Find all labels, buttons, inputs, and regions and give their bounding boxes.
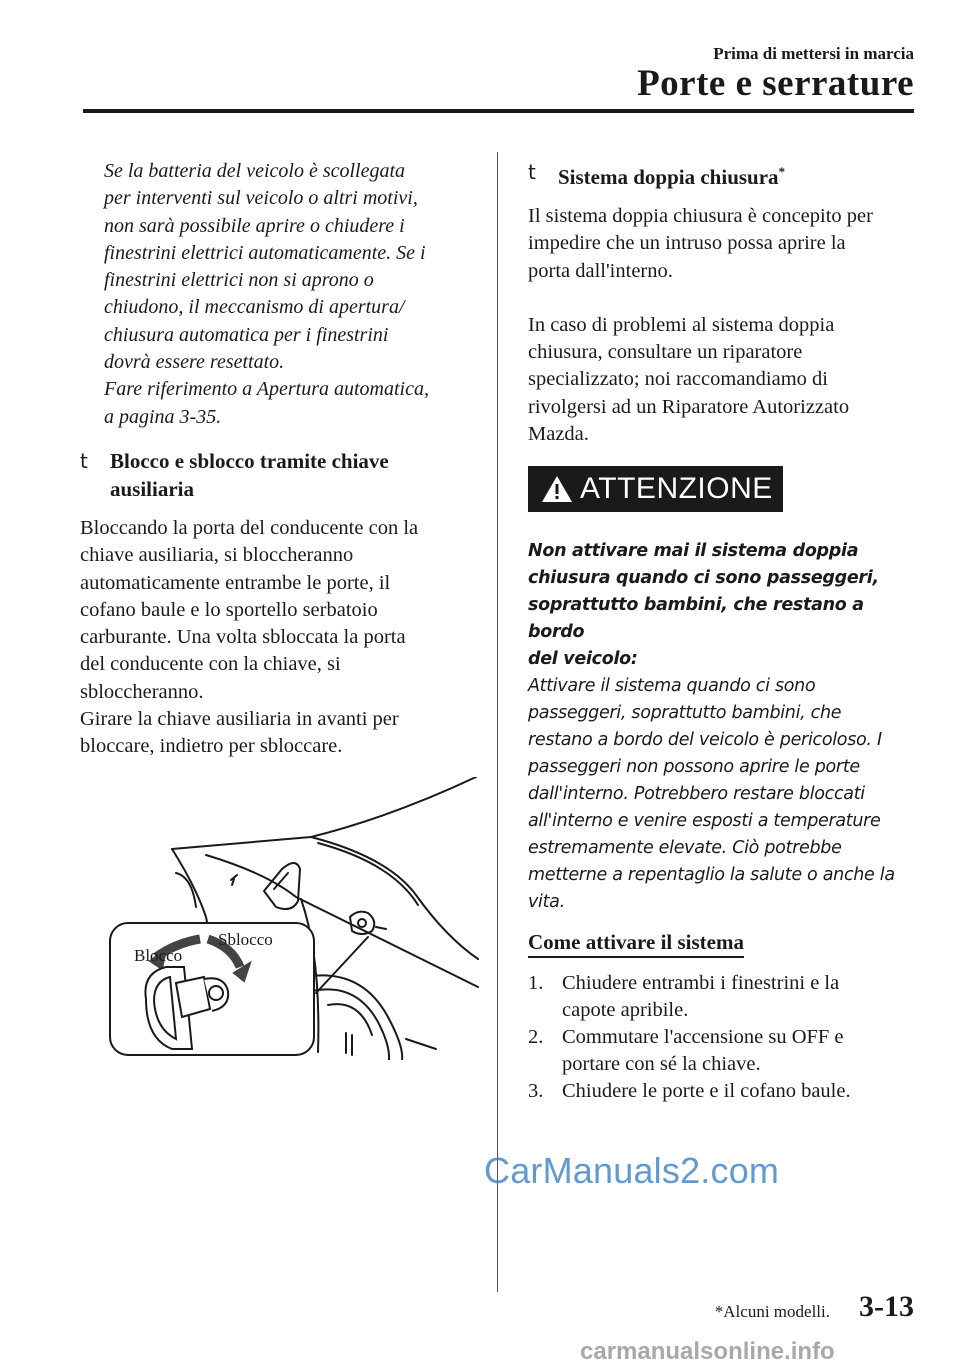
warning-line: estremamente elevate. Ciò potrebbe (528, 838, 842, 859)
activation-steps (528, 970, 918, 1105)
section-title: Come attivare il sistema (528, 930, 744, 958)
watermark-online: carmanualsonline.info (580, 1338, 835, 1365)
subhead-marker: t (80, 448, 88, 473)
body-line: automaticamente entrambe le porte, il (80, 571, 391, 594)
body-line: In caso di problemi al sistema doppia (528, 313, 835, 336)
warning-bold-line: del veicolo: (528, 649, 638, 670)
body-line: Mazda. (528, 423, 589, 446)
body-line: bloccare, indietro per sbloccare. (80, 735, 343, 758)
warning-line: Attivare il sistema quando ci sono (528, 676, 816, 697)
header-section: Prima di mettersi in marcia (713, 44, 914, 63)
body-line: cofano baule e lo sportello serbatoio (80, 598, 378, 621)
subhead-line: ausiliaria (110, 476, 195, 501)
page-number: 3-13 (859, 1290, 914, 1323)
page-title: Porte e serrature (637, 63, 914, 104)
warning-line: passeggeri non possono aprire le porte (528, 757, 860, 778)
body-line: carburante. Una volta sbloccata la porta (80, 626, 406, 649)
car-door-drawing (106, 777, 481, 1060)
warning-line: metterne a repentaglio la salute o anche la (528, 865, 895, 886)
subhead-asterisk: * (778, 164, 786, 179)
note-line: a pagina 3-35. (104, 405, 222, 428)
warning-bold-line: soprattutto bambini, che restano a bordo (528, 595, 864, 643)
note-line: finestrini elettrici automaticamente. Se i (104, 241, 426, 264)
body-line: rivolgersi ad un Riparatore Autorizzato (528, 395, 850, 418)
note-line: finestrini elettrici non si aprono o (104, 269, 374, 292)
step-line: portare con sé la chiave. (562, 1053, 761, 1076)
auxiliary-key-body (80, 515, 480, 761)
subhead-line: Blocco e sblocco tramite chiave (110, 448, 389, 473)
figure-label-unlock: Sblocco (218, 929, 273, 949)
body-line: Girare la chiave ausiliaria in avanti per (80, 708, 399, 731)
figure-label-lock: Blocco (134, 945, 183, 965)
warning-label: ATTENZIONE (580, 472, 773, 506)
double-lock-service (528, 312, 918, 448)
right-column (528, 158, 918, 1105)
note-line: Fare riferimento a Apertura automatica, (104, 378, 429, 401)
door-key-illustration (106, 777, 481, 1060)
note-line: Se la batteria del veicolo è scollegata (104, 160, 406, 182)
column-divider (497, 152, 498, 1292)
subhead-double-lock (528, 158, 918, 191)
subhead-marker: t (528, 160, 536, 184)
body-line: specializzato; noi raccomandiamo di (528, 368, 828, 391)
left-column (80, 158, 480, 1060)
battery-note (104, 158, 480, 431)
body-line: del conducente con la chiave, si (80, 653, 341, 676)
body-line: sbloccheranno. (80, 680, 204, 703)
header-rule (83, 109, 914, 113)
warning-line: all'interno e venire esposti a temperature (528, 811, 881, 832)
body-line: Bloccando la porta del conducente con la (80, 516, 419, 539)
activation-section (528, 930, 918, 1105)
subhead-text: Sistema doppia chiusura (558, 165, 779, 189)
warning-banner (528, 466, 783, 512)
warning-bold-line: Non attivare mai il sistema doppia (528, 541, 859, 562)
step-line: Chiudere le porte e il cofano baule. (562, 1080, 851, 1103)
step-number: 1. (528, 972, 544, 995)
body-line: chiusura, consultare un riparatore (528, 341, 803, 364)
warning-line: dall'interno. Potrebbero restare bloccati (528, 784, 865, 805)
body-line: chiave ausiliaria, si bloccheranno (80, 544, 354, 567)
warning-line: vita. (528, 892, 565, 913)
step-line: Commutare l'accensione su OFF e (562, 1026, 844, 1049)
warning-line: passeggeri, soprattutto bambini, che (528, 703, 842, 724)
subhead-auxiliary-key (80, 447, 480, 503)
watermark-carmanuals: CarManuals2.com (484, 1150, 780, 1191)
note-line: chiusura automatica per i finestrini (104, 323, 389, 346)
note-line: chiudono, il meccanismo di apertura/ (104, 296, 405, 319)
step-item (528, 970, 918, 1024)
step-line: Chiudere entrambi i finestrini e la (562, 972, 840, 995)
note-line: dovrà essere resettato. (104, 351, 285, 374)
step-number: 3. (528, 1080, 544, 1103)
step-item (528, 1024, 918, 1078)
footnote: *Alcuni modelli. (714, 1302, 830, 1321)
note-line: non sarà possibile aprire o chiudere i (104, 214, 405, 237)
body-line: porta dall'interno. (528, 259, 673, 282)
warning-line: restano a bordo del veicolo è pericoloso. I (528, 730, 882, 751)
step-item (528, 1078, 918, 1105)
warning-block (528, 466, 918, 916)
body-line: Il sistema doppia chiusura è concepito per (528, 205, 873, 227)
step-line: capote apribile. (562, 999, 689, 1022)
note-line: per interventi sul veicolo o altri motivi, (104, 187, 418, 210)
warning-body (528, 538, 918, 916)
step-number: 2. (528, 1026, 544, 1049)
double-lock-intro (528, 203, 918, 285)
warning-triangle-icon (540, 474, 574, 504)
warning-bold-line: chiusura quando ci sono passeggeri, (528, 568, 879, 589)
body-line: impedire che un intruso possa aprire la (528, 232, 846, 255)
